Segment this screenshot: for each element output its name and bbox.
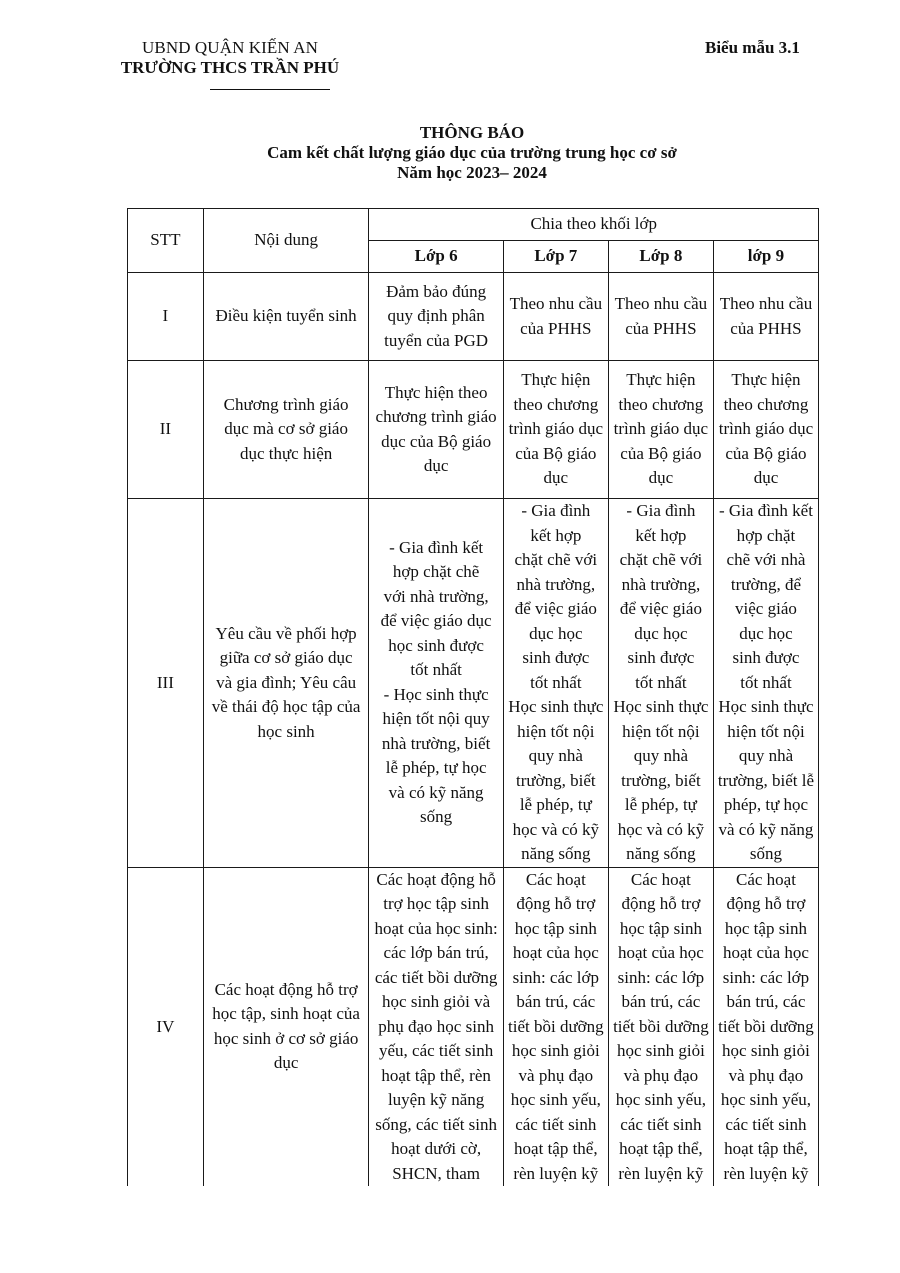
cell-line: học sinh yếu, <box>510 1090 601 1109</box>
cell-line: yếu, các tiết sinh <box>378 1041 494 1060</box>
cell-line: phép, tự học <box>723 795 809 814</box>
content-line: dục thực hiện <box>239 443 333 463</box>
row-content <box>203 361 369 499</box>
cell-line: hoạt dưới cờ, <box>391 1139 482 1158</box>
header-grade-6: Lớp 6 <box>369 241 503 273</box>
document-title <box>0 123 900 183</box>
cell-grade-9 <box>713 499 818 868</box>
cell-line: dục học <box>739 623 793 643</box>
header-grade-7: Lớp 7 <box>503 241 608 273</box>
cell-line: hiện tốt nội <box>622 721 700 741</box>
cell-grade-8 <box>608 867 713 1186</box>
cell-line: các tiết bồi dưỡng <box>374 967 498 987</box>
cell-line: hoạt tập thể, <box>514 1139 598 1158</box>
cell-line: tiết bồi dưỡng <box>613 1016 709 1036</box>
cell-line: sống <box>749 844 783 863</box>
cell-line: phụ đạo học sinh <box>378 1016 494 1036</box>
header-stt: STT <box>128 209 204 273</box>
cell-line: nhà trường, <box>621 574 701 594</box>
cell-line: Theo nhu cầu <box>719 294 813 313</box>
cell-line: tuyển của PGD <box>384 330 489 350</box>
cell-line: học sinh giỏi <box>616 1041 705 1060</box>
cell-line: học tập sinh <box>514 918 597 938</box>
notice-heading: THÔNG BÁO <box>419 123 525 142</box>
cell-line: - Gia đình kết <box>718 501 813 520</box>
cell-grade-8 <box>608 361 713 499</box>
cell-line: học tập sinh <box>619 918 702 938</box>
header-grade-8: Lớp 8 <box>608 241 713 273</box>
cell-line: hiện tốt nội <box>517 721 595 741</box>
cell-line: Học sinh thực <box>613 697 709 716</box>
cell-line: của Bộ giáo <box>515 443 597 463</box>
cell-line: tốt nhất <box>410 660 462 680</box>
cell-line: các tiết sinh <box>515 1114 597 1134</box>
cell-line: và có kỹ năng <box>388 782 484 802</box>
header-content: Nội dung <box>203 209 369 273</box>
cell-line: - Gia đình <box>521 501 591 520</box>
cell-line: để việc giáo <box>514 599 597 618</box>
cell-line: hiện tốt nội <box>727 721 805 741</box>
cell-line: hoạt tập thể, <box>619 1139 703 1158</box>
cell-line: - Gia đình kết <box>389 537 484 557</box>
cell-line: với nhà trường, <box>383 586 489 606</box>
cell-line: dục của Bộ giáo <box>381 431 492 451</box>
cell-line: học sinh yếu, <box>615 1090 706 1109</box>
content-line: dục <box>273 1053 299 1073</box>
cell-grade-6 <box>369 361 503 499</box>
content-line: Chương trình giáo <box>223 394 349 414</box>
cell-line: sống <box>420 807 453 827</box>
cell-line: năng sống <box>626 844 696 863</box>
cell-line: Các hoạt <box>630 869 691 889</box>
cell-line: học sinh giỏi và <box>382 992 491 1011</box>
cell-line: tốt nhất <box>635 672 687 692</box>
cell-line: tiết bồi dưỡng <box>508 1016 604 1036</box>
cell-line: tốt nhất <box>530 672 582 692</box>
table-row <box>128 361 819 499</box>
cell-line: lễ phép, tự học <box>385 758 487 778</box>
cell-line: tiết bồi dưỡng <box>718 1016 814 1036</box>
cell-line: trợ học tập sinh <box>383 894 489 913</box>
header-underline <box>210 89 330 90</box>
cell-grade-9 <box>713 273 818 361</box>
cell-line: học sinh yếu, <box>720 1090 812 1109</box>
cell-line: của PHHS <box>730 318 802 338</box>
cell-line: hoạt tập thể, <box>724 1139 808 1158</box>
cell-line: của PHHS <box>520 318 592 338</box>
cell-line: và phụ đạo <box>518 1065 594 1085</box>
cell-line: của PHHS <box>625 318 697 338</box>
cell-line: sinh được <box>522 648 590 667</box>
cell-line: dục học <box>634 623 688 643</box>
cell-line: động hỗ trợ <box>726 894 806 913</box>
row-content <box>203 273 369 361</box>
header-grade-group: Chia theo khối lớp <box>369 209 819 241</box>
cell-grade-6 <box>369 273 503 361</box>
cell-line: sinh: các lớp <box>722 967 810 987</box>
cell-line: và phụ đạo <box>728 1065 804 1085</box>
cell-line: bán trú, các <box>621 992 701 1011</box>
table-row <box>128 273 819 361</box>
content-line: Yêu cầu về phối hợp <box>215 623 357 643</box>
cell-line: hoạt của học <box>512 943 599 962</box>
content-line: giữa cơ sở giáo dục <box>219 648 353 667</box>
cell-line: các tiết sinh <box>620 1114 702 1134</box>
cell-line: học tập sinh <box>724 918 808 938</box>
school-year: Năm học 2023– 2024 <box>397 163 547 182</box>
cell-line: các tiết sinh <box>725 1114 807 1134</box>
cell-line: Theo nhu cầu <box>509 294 603 313</box>
content-line: học sinh <box>257 721 315 741</box>
cell-line: kết hợp <box>635 525 687 545</box>
content-line: dục mà cơ sở giáo <box>224 419 348 439</box>
row-number: IV <box>128 867 204 1186</box>
cell-line: và có kỹ năng <box>718 819 814 839</box>
cell-line: rèn luyện kỹ <box>723 1163 809 1183</box>
cell-line: hoạt của học sinh: <box>374 918 498 938</box>
cell-line: chặt chẽ với <box>514 550 598 569</box>
cell-line: Học sinh thực <box>718 697 814 716</box>
content-line: Các hoạt động hỗ trợ <box>214 979 358 999</box>
cell-line: Đảm bảo đúng <box>386 281 487 301</box>
cell-line: luyện kỹ năng <box>387 1090 485 1109</box>
cell-grade-9 <box>713 867 818 1186</box>
cell-line: trường, để <box>730 574 802 594</box>
cell-line: chặt chẽ với <box>619 550 703 569</box>
cell-line: học sinh giỏi <box>722 1041 810 1060</box>
cell-line: sinh được <box>732 648 800 667</box>
cell-line: Các hoạt <box>735 869 796 889</box>
cell-line: bán trú, các <box>516 992 596 1011</box>
cell-line: chẽ với nhà <box>726 550 806 569</box>
table-header-row <box>128 209 819 241</box>
content-line: về thái độ học tập của <box>211 697 361 716</box>
cell-line: sinh: các lớp <box>512 967 600 987</box>
cell-line: học và có kỹ <box>512 819 600 839</box>
cell-line: học sinh giỏi <box>511 1041 600 1060</box>
cell-line: sống, các tiết sinh <box>375 1114 498 1134</box>
cell-line: Thực hiện <box>731 370 801 390</box>
commitment-table <box>127 208 819 1186</box>
cell-grade-7 <box>503 499 608 868</box>
cell-line: và phụ đạo <box>623 1065 699 1085</box>
cell-line: theo chương <box>513 394 599 414</box>
cell-line: quy nhà <box>528 746 583 765</box>
cell-grade-6 <box>369 499 503 868</box>
cell-line: của Bộ giáo <box>725 443 807 463</box>
cell-line: trình giáo dục <box>613 419 709 439</box>
cell-line: Thực hiện <box>521 370 591 390</box>
cell-line: dục <box>648 468 674 488</box>
cell-line: Theo nhu cầu <box>614 294 708 313</box>
cell-line: trường, biết <box>516 770 596 790</box>
cell-line: hoạt của học <box>723 943 809 962</box>
cell-line: trình giáo dục <box>718 419 814 439</box>
row-number: III <box>128 499 204 868</box>
cell-grade-8 <box>608 273 713 361</box>
cell-line: động hỗ trợ <box>621 894 701 913</box>
cell-line: kết hợp <box>530 525 582 545</box>
cell-line: nhà trường, <box>516 574 596 594</box>
cell-line: học sinh được <box>388 635 484 655</box>
cell-line: theo chương <box>618 394 704 414</box>
cell-line: hoạt tập thể, rèn <box>381 1065 491 1085</box>
row-number: II <box>128 361 204 499</box>
content-line: học tập, sinh hoạt của <box>212 1004 360 1024</box>
table-body <box>128 273 819 1187</box>
cell-line: dục <box>423 456 449 475</box>
cell-line: Thực hiện <box>626 370 696 390</box>
notice-subtitle: Cam kết chất lượng giáo dục của trường trung học cơ sở <box>267 143 677 162</box>
cell-line: rèn luyện kỹ <box>513 1163 599 1183</box>
cell-line: các lớp bán trú, <box>383 943 489 962</box>
school-name: TRƯỜNG THCS TRẦN PHÚ <box>120 58 340 77</box>
table-row <box>128 867 819 1186</box>
cell-grade-7 <box>503 361 608 499</box>
cell-line: dục <box>543 468 569 488</box>
cell-line: hợp chặt <box>736 525 796 545</box>
issuing-authority <box>110 38 350 90</box>
table-row <box>128 499 819 868</box>
cell-line: Thực hiện theo <box>384 382 488 402</box>
cell-line: quy định phân <box>387 306 485 326</box>
cell-line: để việc giáo <box>619 599 702 618</box>
cell-line: năng sống <box>521 844 591 863</box>
row-content <box>203 867 369 1186</box>
form-code: Biểu mẫu 3.1 <box>705 38 800 57</box>
cell-line: rèn luyện kỹ <box>618 1163 704 1183</box>
cell-line: quy nhà <box>633 746 689 765</box>
cell-grade-7 <box>503 273 608 361</box>
cell-line: trình giáo dục <box>508 419 604 439</box>
cell-line: để việc giáo dục <box>380 611 492 631</box>
cell-line: quy nhà <box>738 746 794 765</box>
cell-line: dục <box>753 468 779 488</box>
cell-grade-9 <box>713 361 818 499</box>
content-line: học sinh ở cơ sở giáo <box>213 1028 359 1048</box>
cell-line: chương trình giáo <box>375 407 497 426</box>
cell-line: - Học sinh thực <box>383 684 489 704</box>
cell-line: hoạt của học <box>617 943 704 962</box>
cell-line: SHCN, tham <box>392 1163 481 1183</box>
row-number: I <box>128 273 204 361</box>
cell-line: - Gia đình <box>626 501 696 520</box>
content-line: Điều kiện tuyển sinh <box>215 306 357 326</box>
cell-line: nhà trường, biết <box>381 733 491 753</box>
cell-line: sinh: các lớp <box>617 967 705 987</box>
cell-line: lễ phép, tự <box>624 795 697 814</box>
agency-name: UBND QUẬN KIẾN AN <box>142 38 318 57</box>
cell-line: tốt nhất <box>740 672 792 692</box>
cell-line: hợp chặt chẽ <box>392 562 480 582</box>
cell-line: dục học <box>529 623 583 643</box>
cell-line: hiện tốt nội quy <box>382 709 490 729</box>
cell-line: lễ phép, tự <box>519 795 592 814</box>
cell-grade-7 <box>503 867 608 1186</box>
cell-line: theo chương <box>723 394 809 414</box>
content-line: và gia đình; Yêu câu <box>216 672 357 692</box>
cell-grade-8 <box>608 499 713 868</box>
cell-grade-6 <box>369 867 503 1186</box>
cell-line: việc giáo <box>735 599 797 618</box>
cell-line: Học sinh thực <box>508 697 604 716</box>
cell-line: Các hoạt <box>525 869 586 889</box>
cell-line: động hỗ trợ <box>516 894 596 913</box>
cell-line: trường, biết lễ <box>717 770 815 790</box>
cell-line: trường, biết <box>621 770 701 790</box>
row-content <box>203 499 369 868</box>
header-grade-9: lớp 9 <box>713 241 818 273</box>
cell-line: Các hoạt động hỗ <box>376 869 496 889</box>
cell-line: bán trú, các <box>726 992 806 1011</box>
cell-line: của Bộ giáo <box>620 443 702 463</box>
cell-line: sinh được <box>627 648 695 667</box>
cell-line: học và có kỹ <box>617 819 705 839</box>
